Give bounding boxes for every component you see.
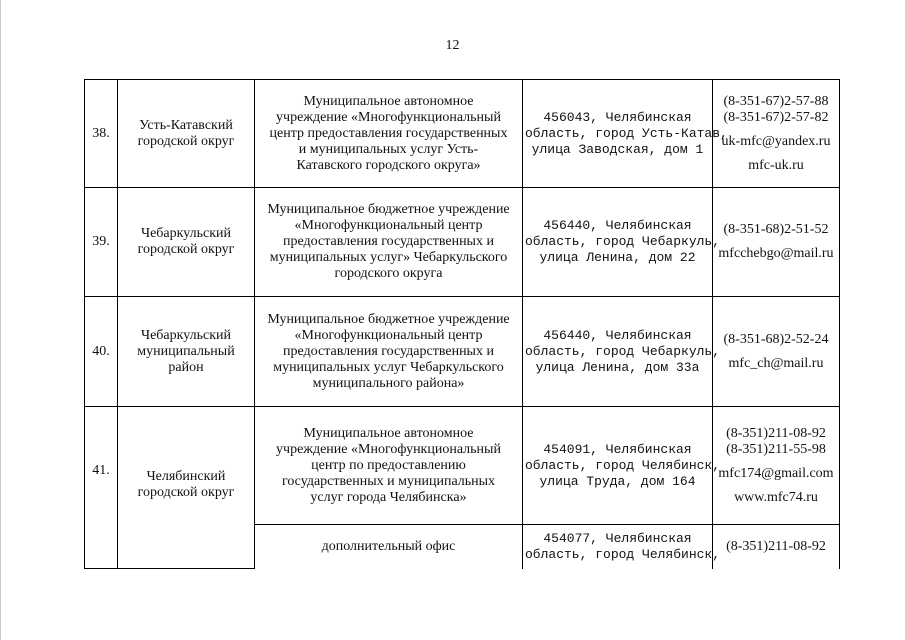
organization-cell: Муниципальное автономное учреждение «Многофункциональный центр предоставления государственных и муниципальных услуг Усть- Катавского городского округа» — [255, 80, 523, 188]
phone: (8-351-68)2-51-52 — [723, 222, 829, 237]
organization-cell: Муниципальное бюджетное учреждение «Многофункциональный центр предоставления государственных и муниципальных услуг Чебаркульского муниципального района» — [255, 297, 523, 407]
address-cell: 456440, Челябинская область, город Чебаркуль, улица Ленина, дом 22 — [523, 188, 713, 297]
phone: (8-351)211-55-98 — [726, 441, 826, 457]
phone: (8-351-68)2-52-24 — [723, 331, 829, 347]
contacts-cell — [713, 525, 840, 569]
contacts-cell — [713, 297, 840, 407]
row-number: 39. — [85, 188, 118, 297]
district-cell: Чебаркульский городской округ — [118, 188, 255, 297]
table-row — [85, 407, 840, 525]
organization-cell: Муниципальное автономное учреждение «Многофункциональный центр по предоставлению государственных и муниципальных услуг города Челябинска» — [255, 407, 523, 525]
phone: (8-351-67)2-57-82 — [723, 109, 829, 125]
email: mfc174@gmail.com — [718, 465, 834, 481]
page-number: 12 — [445, 38, 460, 53]
address-cell: 454091, Челябинская область, город Челябинск, улица Труда, дом 164 — [523, 407, 713, 525]
row-number: 38. — [85, 80, 118, 188]
address-cell: 454077, Челябинская область, город Челябинск, — [523, 525, 713, 569]
email: uk-mfc@yandex.ru — [721, 133, 831, 149]
contacts-cell — [713, 407, 840, 525]
table-row — [85, 297, 840, 407]
row-number: 41. — [85, 407, 118, 569]
district-cell: Челябинский городской округ — [118, 407, 255, 569]
address-cell: 456043, Челябинская область, город Усть-Катав, улица Заводская, дом 1 — [523, 80, 713, 188]
district-cell: Чебаркульский муниципальный район — [118, 297, 255, 407]
table-row — [85, 80, 840, 188]
phone: (8-351)211-08-92 — [726, 538, 826, 554]
row-number: 40. — [85, 297, 118, 407]
page-edge-line — [0, 0, 1, 640]
mfc-table — [84, 79, 840, 569]
table-row — [85, 188, 840, 297]
contacts-cell — [713, 188, 840, 297]
phone: (8-351)211-08-92 — [726, 425, 826, 441]
email: mfcchebgo@mail.ru — [718, 246, 834, 261]
email: mfc_ch@mail.ru — [728, 355, 824, 371]
website: www.mfc74.ru — [734, 489, 818, 505]
phone: (8-351-67)2-57-88 — [723, 93, 829, 109]
organization-cell: дополнительный офис — [255, 525, 523, 569]
organization-cell: Муниципальное бюджетное учреждение «Многофункциональный центр предоставления государственных и муниципальных услуг» Чебаркульского городского округа — [255, 188, 523, 297]
website: mfc-uk.ru — [748, 157, 804, 173]
district-cell: Усть-Катавский городской округ — [118, 80, 255, 188]
address-cell: 456440, Челябинская область, город Чебаркуль, улица Ленина, дом 33а — [523, 297, 713, 407]
contacts-cell — [713, 80, 840, 188]
